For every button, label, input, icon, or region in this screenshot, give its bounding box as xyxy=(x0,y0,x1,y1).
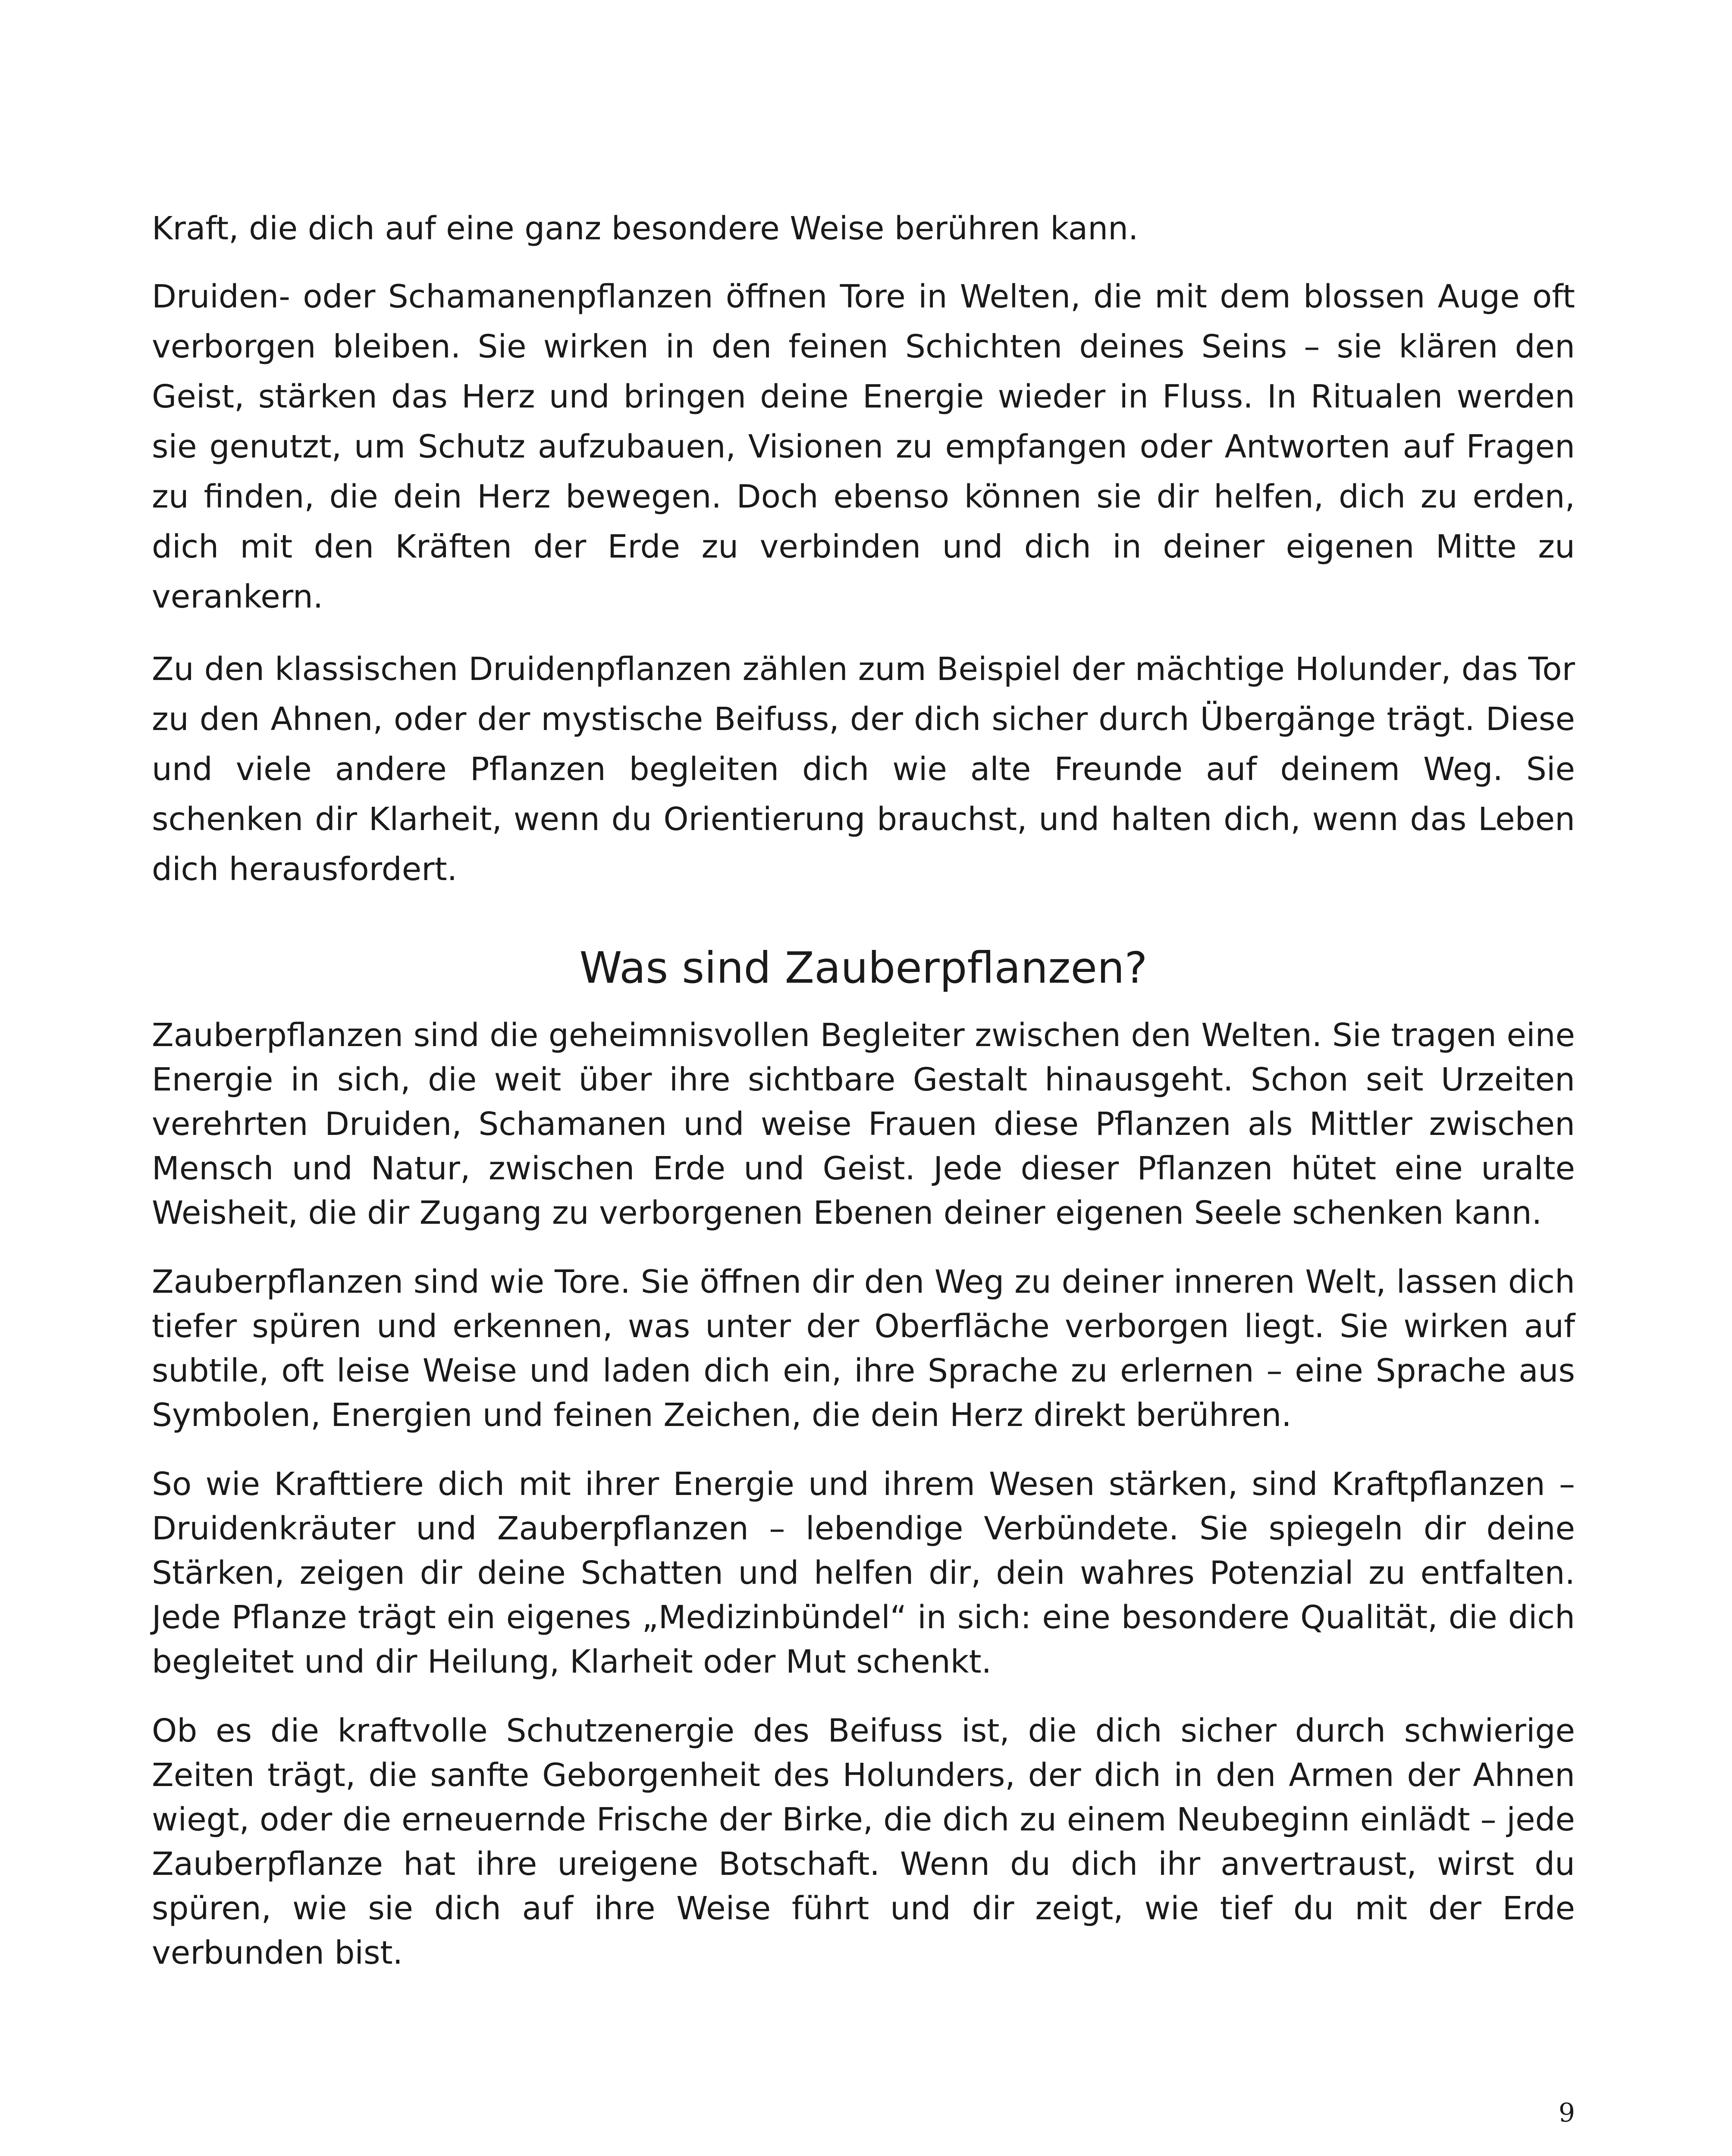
paragraph-examples: Ob es die kraftvolle Schutzenergie des Beifuss ist, die dich sicher durch schwierige Zeiten trägt, die sanfte Geborgenheit des Holunders, der dich in den Armen der Ahnen wiegt, oder die erneuernde Frische der Birke, die dich zu einem Neubeginn einlädt – jede Zauberpflanze hat ihre ureigene Botschaft. Wenn du dich ihr anvertraust, wirst du spüren, wie sie dich auf ihre Weise führt und dir zeigt, wie tief du mit der Erde verbunden bist. xyxy=(152,1712,1575,1971)
paragraph-classic-druid-plants: Zu den klassischen Druidenpflanzen zählen zum Beispiel der mächtige Holunder, das Tor zu den Ahnen, oder der mystische Beifuss, der dich sicher durch Übergänge trägt. Diese und viele andere Pflanzen begleiten dich wie alte Freunde auf deinem Weg. Sie schenken dir Klarheit, wenn du Orientierung brauchst, und halten dich, wenn das Leben dich herausfordert. xyxy=(152,651,1575,888)
paragraph-druid-plants: Druiden- oder Schamanenpflanzen öffnen Tore in Welten, die mit dem blossen Auge oft verborgen bleiben. Sie wirken in den feinen Schichten deines Seins – sie klären den Geist, stärken das Herz und bringen deine Energie wieder in Fluss. In Ritualen werden sie genutzt, um Schutz aufzubauen, Visionen zu empfangen oder Antworten auf Fragen zu finden, die dein Herz bewegen. Doch ebenso können sie dir helfen, dich zu erden, dich mit den Kräften der Erde zu verbinden und dich in deiner eigenen Mitte zu verankern. xyxy=(152,278,1575,615)
page-number: 9 xyxy=(1558,2098,1575,2128)
paragraph-power-plants: So wie Krafttiere dich mit ihrer Energie und ihrem Wesen stärken, sind Kraftpflanzen – Druidenkräuter und Zauberpflanzen – lebendige Verbündete. Sie spiegeln dir deine Stärken, zeigen dir deine Schatten und helfen dir, dein wahres Potenzial zu entfalten. Jede Pflanze trägt ein eigenes „Medizinbündel“ in sich: eine besondere Qualität, die dich begleitet und dir Heilung, Klarheit oder Mut schenkt. xyxy=(152,1466,1575,1680)
section-heading: Was sind Zauberpflanzen? xyxy=(579,943,1148,993)
document-page xyxy=(152,0,1575,2156)
paragraph-magic-plants-gates: Zauberpflanzen sind wie Tore. Sie öffnen dir den Weg zu deiner inneren Welt, lassen dich tiefer spüren und erkennen, was unter der Oberfläche verborgen liegt. Sie wirken auf subtile, oft leise Weise und laden dich ein, ihre Sprache zu erlernen – eine Sprache aus Symbolen, Energien und feinen Zeichen, die dein Herz direkt berühren. xyxy=(152,1263,1575,1434)
magic-plants-section xyxy=(152,1013,1575,2000)
paragraph-magic-plants-definition: Zauberpflanzen sind die geheimnisvollen Begleiter zwischen den Welten. Sie tragen eine Energie in sich, die weit über ihre sichtbare Gestalt hinausgeht. Schon seit Urzeiten verehrten Druiden, Schamanen und weise Frauen diese Pflanzen als Mittler zwischen Mensch und Natur, zwischen Erde und Geist. Jede dieser Pflanzen hütet eine uralte Weisheit, die dir Zugang zu verborgenen Ebenen deiner eigenen Seele schenken kann. xyxy=(152,1017,1575,1232)
continued-paragraph-line: Kraft, die dich auf eine ganz besondere Weise berühren kann. xyxy=(152,210,1139,247)
intro-section xyxy=(152,272,1575,917)
